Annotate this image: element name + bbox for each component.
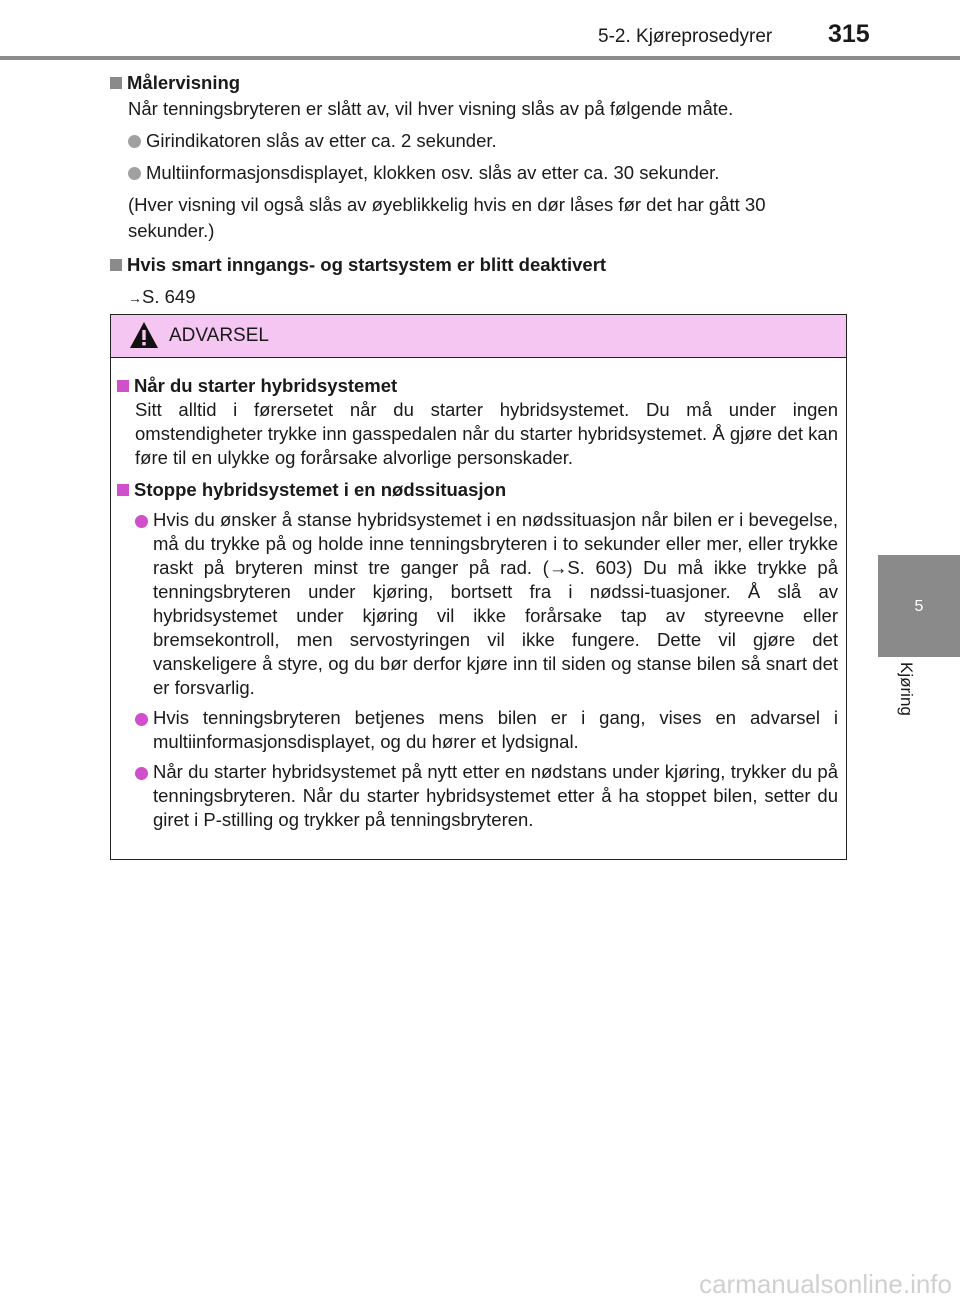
list-item-text: Hvis du ønsker å stanse hybridsystemet i en nødssituasjon når bilen er i bevegelse, må du trykke på og holde inne tenningsbryteren i to sekunder eller mer, eller trykke raskt på bryteren minst tre ganger på rad. (→S. 603) Du må ikke trykke på tenningsbryteren under kjøring, bortsett fra i nødssi-tuasjoner. Å slå av hybridsystemet under kjøring vil ikke forårsake tap av styreevne eller bremsekontroll, men servostyringen vil ikke fungere. Dette vil gjøre det vanskeligere å styre, og du bør derfor kjøre inn til siden og stanse bilen så snart det er forsvarlig.: [153, 509, 838, 698]
chapter-number: 5: [914, 598, 924, 615]
heading-text: Hvis smart inngangs- og startsystem er blitt deaktivert: [127, 254, 607, 275]
reference-text: S. 649: [142, 286, 196, 307]
warning-list-item: [135, 706, 838, 754]
list-item-text: Multiinformasjonsdisplayet, klokken osv. slås av etter ca. 30 sekunder.: [146, 162, 720, 183]
section-heading: [110, 70, 845, 96]
note-paragraph: (Hver visning vil også slås av øyeblikkelig hvis en dør låses før det har gått 30 sekunder.): [128, 194, 766, 241]
list-item: [128, 128, 845, 154]
circle-bullet-icon: [128, 167, 141, 180]
warning-triangle-icon: [129, 321, 159, 349]
circle-bullet-icon: [128, 135, 141, 148]
list-item-text: Hvis tenningsbryteren betjenes mens bilen er i gang, vises en advarsel i multiinformasjonsdisplayet, og du hører et lydsignal.: [153, 707, 838, 752]
warning-header: [111, 315, 846, 358]
warning-box: [110, 314, 847, 860]
square-bullet-icon: [110, 259, 122, 271]
header-divider: [0, 56, 960, 60]
main-content: [110, 70, 845, 311]
list-item: [128, 160, 845, 186]
arrow-right-icon: →: [128, 290, 141, 306]
list-item-text: Når du starter hybridsystemet på nytt etter en nødstans under kjøring, trykker du på tenningsbryteren. Når du starter hybridsystemet etter å ha stoppet bilen, setter du giret i P-stilling og trykker på tenningsbryteren.: [153, 761, 838, 830]
subheading-text: Stoppe hybridsystemet i en nødssituasjon: [134, 479, 507, 500]
paragraph: Når tenningsbryteren er slått av, vil hver visning slås av på følgende måte.: [128, 98, 734, 119]
heading-text: Målervisning: [127, 72, 241, 93]
square-bullet-icon: [117, 484, 129, 496]
circle-bullet-icon: [135, 767, 148, 780]
page-reference[interactable]: [128, 284, 845, 311]
subheading-text: Når du starter hybridsystemet: [134, 375, 398, 396]
square-bullet-icon: [110, 77, 122, 89]
square-bullet-icon: [117, 380, 129, 392]
warning-title: ADVARSEL: [169, 325, 269, 346]
chapter-label: Kjøring: [897, 662, 916, 716]
circle-bullet-icon: [135, 713, 148, 726]
circle-bullet-icon: [135, 515, 148, 528]
warning-subheading: [117, 374, 838, 398]
warning-list-item: [135, 508, 838, 700]
section-heading: [110, 252, 845, 278]
section-title: 5-2. Kjøreprosedyrer: [598, 26, 773, 47]
warning-body: [111, 358, 846, 832]
watermark: carmanualsonline.info: [699, 1269, 952, 1299]
warning-subheading: [117, 478, 838, 502]
warning-list-item: [135, 760, 838, 832]
warning-paragraph: Sitt alltid i førersetet når du starter hybridsystemet. Du må under ingen omstendigheter trykke inn gasspedalen når du starter hybridsystemet. Å gjøre det kan føre til en ulykke og forårsake alvorlige personskader.: [135, 399, 838, 468]
list-item-text: Girindikatoren slås av etter ca. 2 sekunder.: [146, 130, 497, 151]
page-number: 315: [828, 20, 870, 48]
